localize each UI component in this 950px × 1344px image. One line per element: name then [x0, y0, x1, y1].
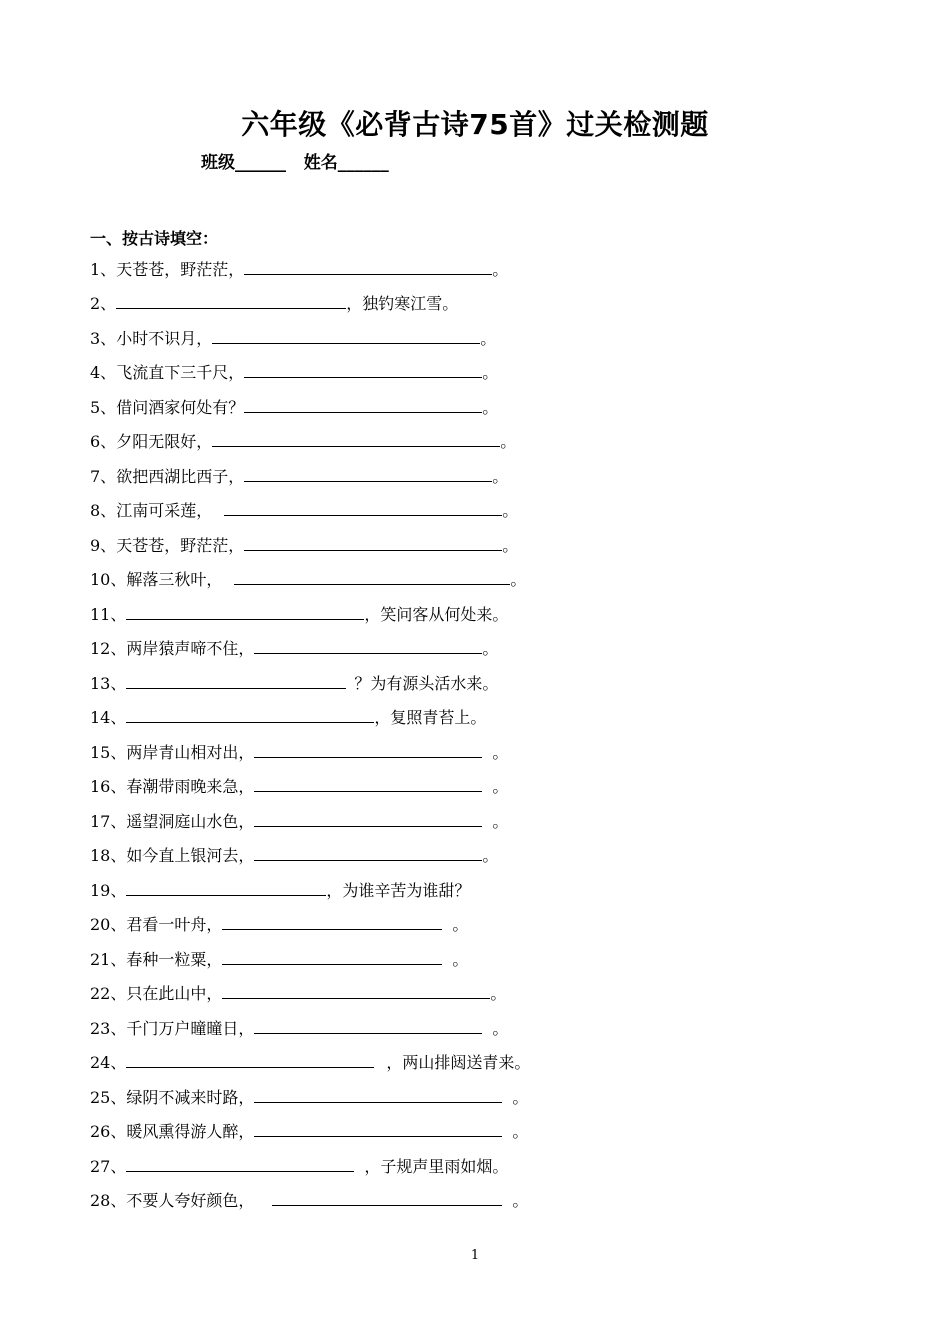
question-item — [90, 1187, 528, 1213]
question-suffix: ，独钓寒江雪。 — [346, 294, 459, 313]
question-suffix: 。 — [492, 812, 509, 831]
question-item — [90, 1049, 530, 1075]
question-number: 18、 — [90, 846, 127, 865]
question-item — [90, 290, 458, 316]
question-prefix: 江南可采莲， — [116, 501, 213, 520]
question-prefix: 千门万户曈曈日， — [126, 1019, 255, 1038]
answer-blank[interactable] — [254, 1084, 502, 1103]
question-prefix: 绿阴不减来时路， — [126, 1088, 255, 1107]
answer-blank[interactable] — [254, 739, 482, 758]
question-number: 14、 — [90, 708, 127, 727]
answer-blank[interactable] — [244, 463, 492, 482]
page-title: 六年级《必背古诗75首》过关检测题 — [241, 108, 709, 141]
question-item — [90, 566, 526, 592]
answer-blank[interactable] — [222, 980, 490, 999]
answer-blank[interactable] — [224, 497, 502, 516]
answer-blank[interactable] — [254, 842, 482, 861]
name-blank[interactable]: ______ — [337, 153, 389, 173]
question-suffix: ，子规声里雨如烟。 — [364, 1157, 509, 1176]
class-label: 班级 — [201, 153, 235, 173]
answer-blank[interactable] — [126, 670, 346, 689]
question-number: 13、 — [90, 674, 127, 693]
question-suffix: 。 — [502, 501, 519, 520]
section-heading: 一、按古诗填空： — [90, 229, 219, 248]
question-item — [90, 532, 518, 558]
question-number: 12、 — [90, 639, 127, 658]
answer-blank[interactable] — [212, 325, 480, 344]
question-number: 6、 — [90, 432, 117, 451]
question-prefix: 不要人夸好颜色， — [126, 1191, 255, 1210]
question-prefix: 小时不识月， — [116, 329, 213, 348]
answer-blank[interactable] — [254, 808, 482, 827]
question-suffix: 。 — [452, 950, 469, 969]
question-item — [90, 497, 518, 523]
question-item — [90, 670, 498, 696]
question-item — [90, 877, 470, 903]
answer-blank[interactable] — [126, 1153, 354, 1172]
question-item — [90, 325, 496, 351]
answer-blank[interactable] — [222, 911, 442, 930]
answer-blank[interactable] — [222, 946, 442, 965]
question-number: 20、 — [90, 915, 127, 934]
question-prefix: 春潮带雨晚来急， — [126, 777, 255, 796]
question-prefix: 飞流直下三千尺， — [116, 363, 245, 382]
question-number: 9、 — [90, 536, 117, 555]
question-item — [90, 1118, 528, 1144]
question-item — [90, 1084, 528, 1110]
question-item — [90, 739, 508, 765]
answer-blank[interactable] — [254, 773, 482, 792]
question-number: 25、 — [90, 1088, 127, 1107]
question-suffix: 。 — [512, 1088, 529, 1107]
question-suffix: ，为谁辛苦为谁甜？ — [326, 881, 471, 900]
question-suffix: 。 — [492, 1019, 509, 1038]
question-suffix: 。 — [482, 846, 499, 865]
question-item — [90, 704, 486, 730]
question-number: 2、 — [90, 294, 117, 313]
question-suffix: 。 — [492, 743, 509, 762]
question-suffix: 。 — [482, 398, 499, 417]
question-prefix: 欲把西湖比西子， — [116, 467, 245, 486]
question-prefix: 夕阳无限好， — [116, 432, 213, 451]
question-number: 19、 — [90, 881, 127, 900]
answer-blank[interactable] — [116, 290, 346, 309]
question-number: 27、 — [90, 1157, 127, 1176]
class-blank[interactable]: ______ — [235, 153, 286, 173]
question-suffix: 。 — [482, 639, 499, 658]
page-number: 1 — [470, 1248, 480, 1263]
answer-blank[interactable] — [234, 566, 510, 585]
question-item — [90, 773, 508, 799]
question-number: 5、 — [90, 398, 117, 417]
answer-blank[interactable] — [126, 1049, 374, 1068]
answer-blank[interactable] — [244, 394, 482, 413]
answer-blank[interactable] — [254, 1118, 502, 1137]
question-number: 1、 — [90, 260, 117, 279]
question-number: 28、 — [90, 1191, 127, 1210]
question-suffix: 。 — [492, 467, 509, 486]
student-info — [201, 148, 389, 173]
question-prefix: 如今直上银河去， — [126, 846, 255, 865]
question-number: 21、 — [90, 950, 127, 969]
question-prefix: 两岸猿声啼不住， — [126, 639, 255, 658]
question-number: 11、 — [90, 605, 127, 624]
answer-blank[interactable] — [126, 877, 326, 896]
question-item — [90, 359, 498, 385]
question-number: 10、 — [90, 570, 127, 589]
question-prefix: 天苍苍，野茫茫， — [116, 260, 245, 279]
question-prefix: 春种一粒粟， — [126, 950, 223, 969]
answer-blank[interactable] — [126, 704, 374, 723]
question-item — [90, 463, 508, 489]
question-suffix: ，复照青苔上。 — [374, 708, 487, 727]
question-prefix: 遥望洞庭山水色， — [126, 812, 255, 831]
question-prefix: 借问酒家何处有？ — [116, 398, 245, 417]
question-number: 15、 — [90, 743, 127, 762]
question-suffix: 。 — [482, 363, 499, 382]
answer-blank[interactable] — [212, 428, 500, 447]
question-suffix: 。 — [502, 536, 519, 555]
question-number: 26、 — [90, 1122, 127, 1141]
name-label: 姓名 — [303, 153, 338, 173]
question-prefix: 天苍苍，野茫茫， — [116, 536, 245, 555]
answer-blank[interactable] — [126, 601, 364, 620]
question-suffix: 。 — [490, 984, 507, 1003]
question-suffix: 。 — [512, 1122, 529, 1141]
question-suffix: 。 — [492, 777, 509, 796]
question-suffix: 。 — [480, 329, 497, 348]
question-prefix: 两岸青山相对出， — [126, 743, 255, 762]
question-number: 4、 — [90, 363, 117, 382]
question-suffix: 。 — [492, 260, 509, 279]
answer-blank[interactable] — [254, 635, 482, 654]
question-item — [90, 601, 508, 627]
question-item — [90, 1153, 508, 1179]
question-number: 23、 — [90, 1019, 127, 1038]
question-suffix: ，笑问客从何处来。 — [364, 605, 509, 624]
question-prefix: 君看一叶舟， — [126, 915, 223, 934]
question-prefix: 解落三秋叶， — [126, 570, 223, 589]
answer-blank[interactable] — [244, 256, 492, 275]
question-number: 17、 — [90, 812, 127, 831]
question-number: 3、 — [90, 329, 117, 348]
answer-blank[interactable] — [244, 532, 502, 551]
answer-blank[interactable] — [254, 1015, 482, 1034]
answer-blank[interactable] — [244, 359, 482, 378]
question-item — [90, 911, 468, 937]
question-suffix: 。 — [512, 1191, 529, 1210]
question-item — [90, 946, 468, 972]
question-number: 22、 — [90, 984, 127, 1003]
question-suffix: 。 — [510, 570, 527, 589]
question-item — [90, 635, 498, 661]
question-suffix: 。 — [500, 432, 517, 451]
question-item — [90, 1015, 508, 1041]
question-item — [90, 980, 506, 1006]
question-item — [90, 256, 508, 282]
answer-blank[interactable] — [272, 1187, 502, 1206]
question-item — [90, 808, 508, 834]
question-number: 16、 — [90, 777, 127, 796]
question-prefix: 暖风熏得游人醉， — [126, 1122, 255, 1141]
question-suffix: ？为有源头活水来。 — [354, 674, 499, 693]
question-number: 8、 — [90, 501, 117, 520]
question-number: 24、 — [90, 1053, 127, 1072]
question-suffix: ，两山排闼送青来。 — [386, 1053, 531, 1072]
question-suffix: 。 — [452, 915, 469, 934]
question-number: 7、 — [90, 467, 117, 486]
question-item — [90, 394, 498, 420]
question-item — [90, 428, 516, 454]
question-prefix: 只在此山中， — [126, 984, 223, 1003]
question-item — [90, 842, 498, 868]
